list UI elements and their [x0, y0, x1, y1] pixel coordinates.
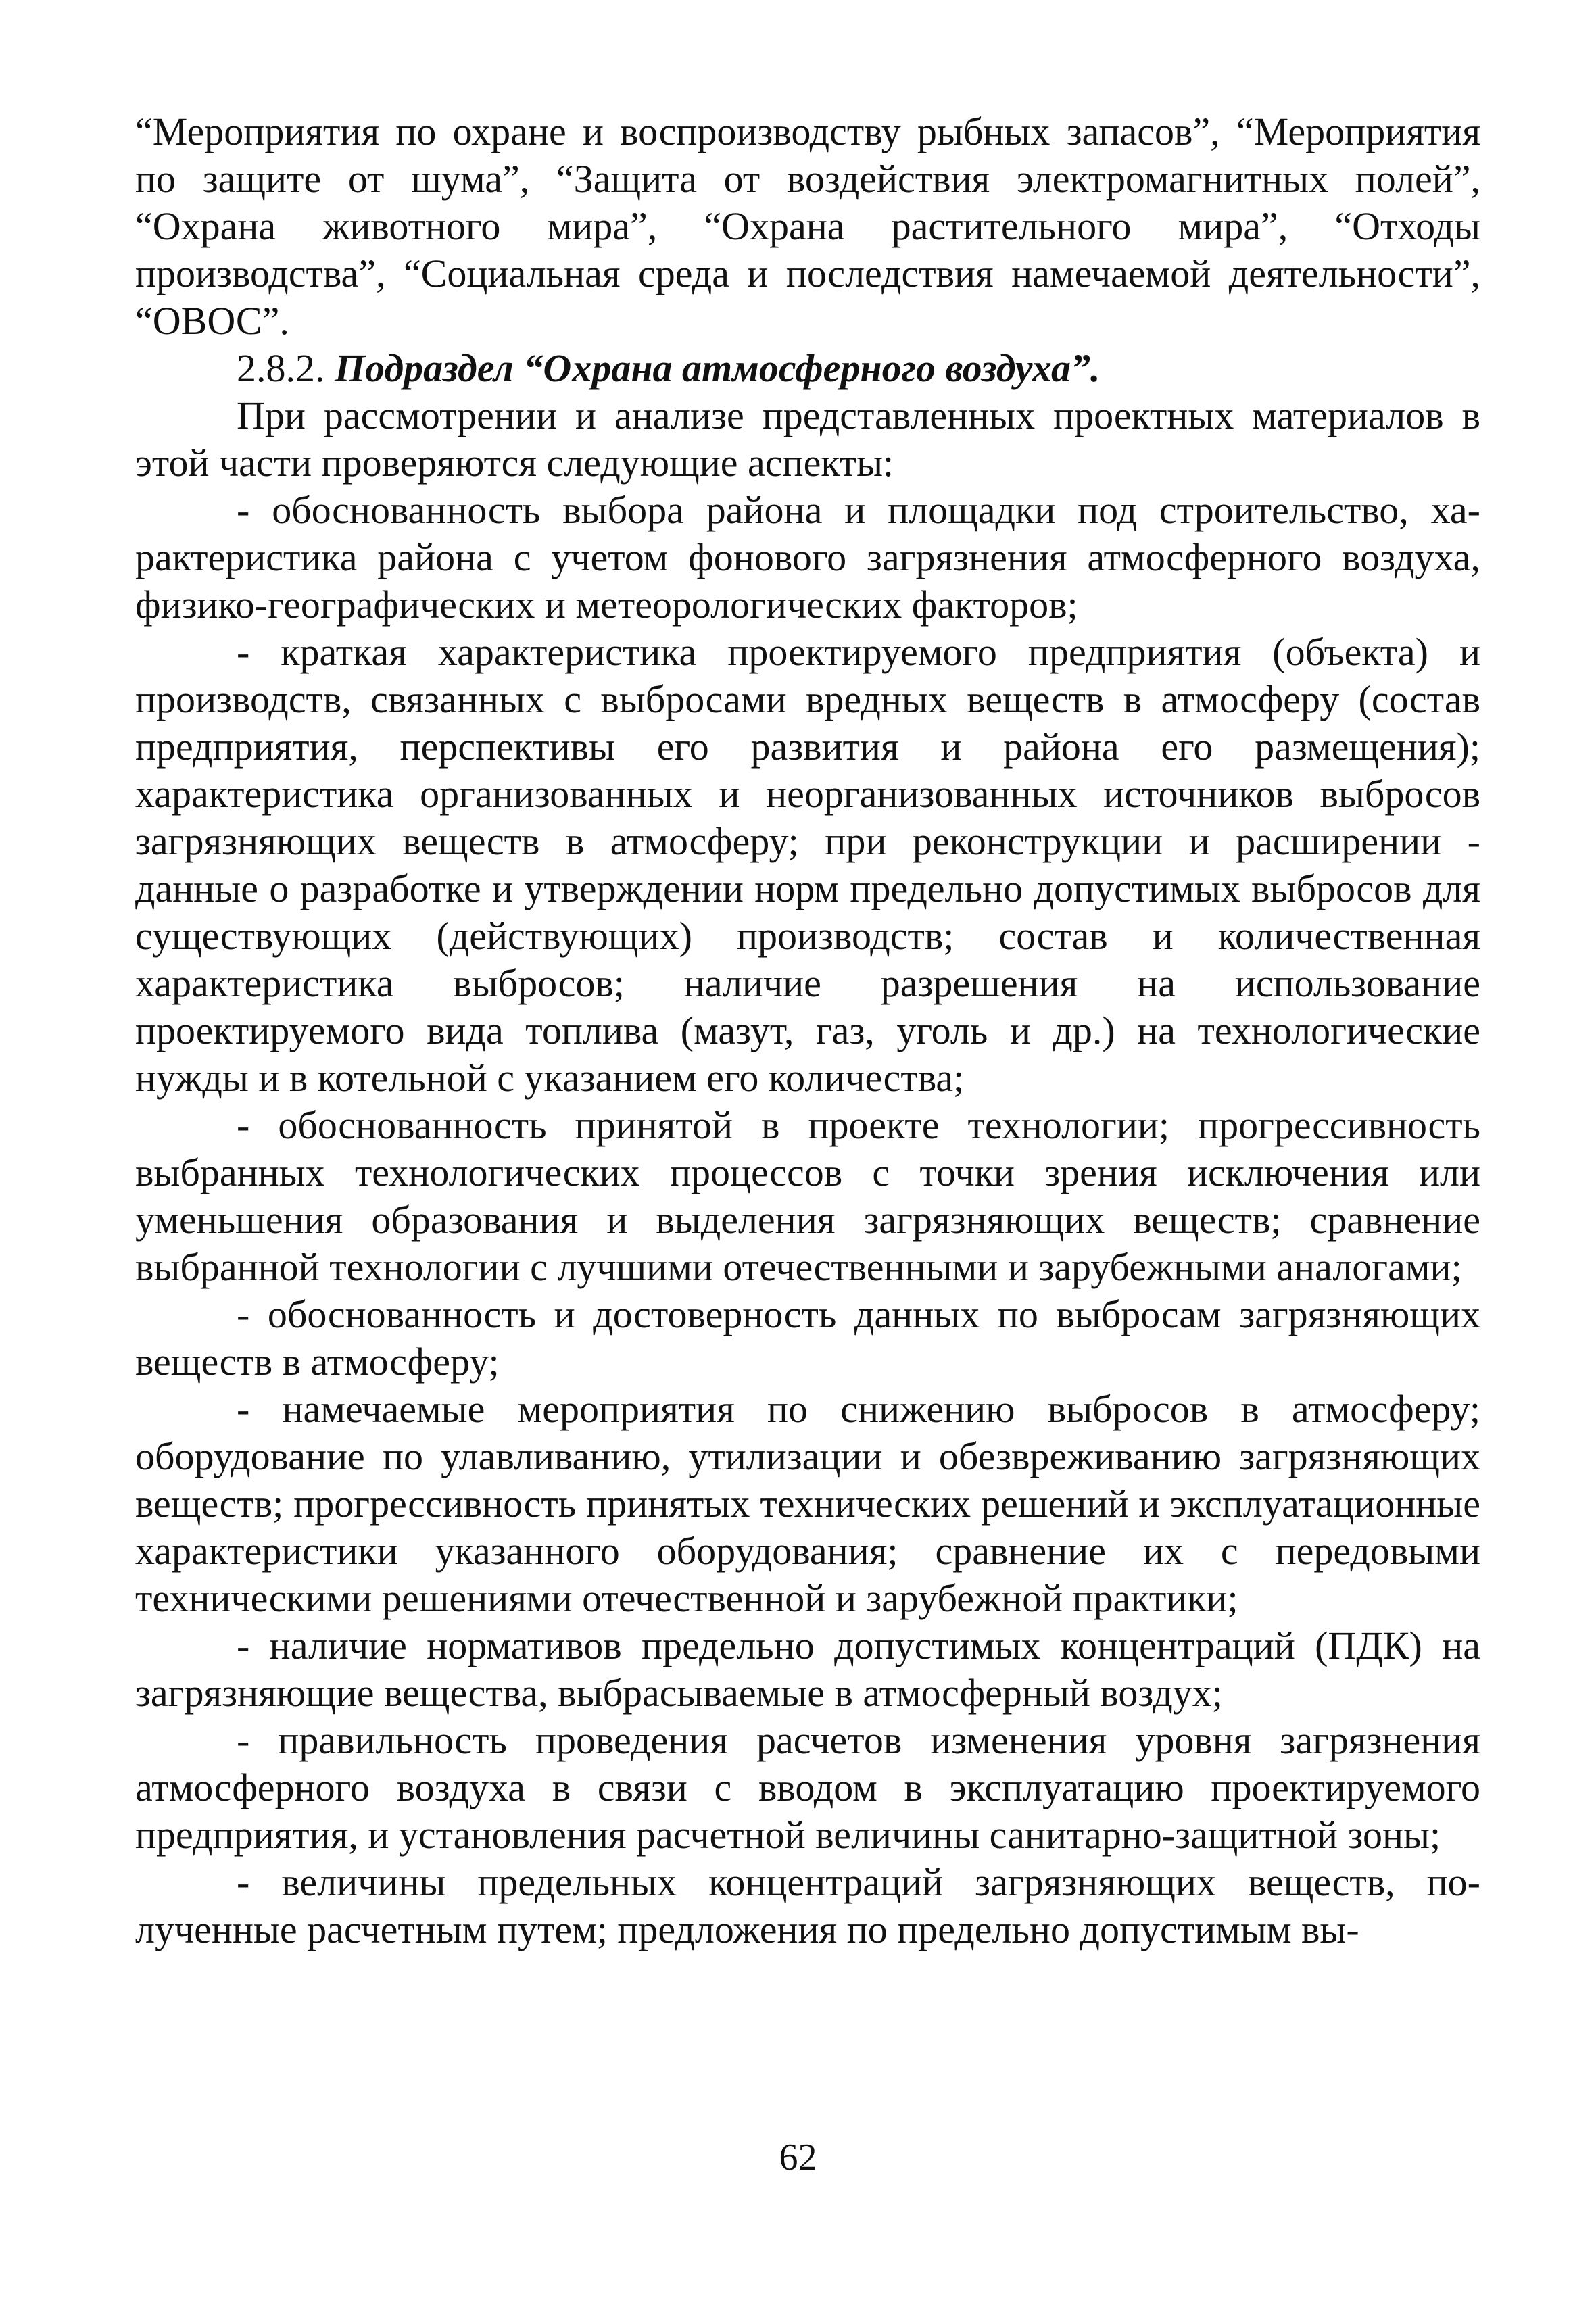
section-number: 2.8.2. [237, 346, 325, 390]
section-heading [135, 345, 1480, 392]
page-number: 62 [779, 2137, 817, 2178]
list-item: - правильность проведения расчетов изменения уровня загрязнения атмосферного воздуха в связи с вводом в эксплуатацию проектируемого предприятия, и установления расчетной величины санитарно-защитной зоны; [135, 1718, 1480, 1857]
list-item: - обоснованность и достоверность данных по выбросам загрязняющих веществ в атмосферу; [135, 1292, 1480, 1384]
list-item: - обоснованность выбора района и площадки под строительство, характеристика района с учетом фонового загрязнения атмосферного воздуха, физико-географических и метеорологических факторов; [135, 488, 1480, 627]
list-item: - краткая характеристика проектируемого предприятия (объекта) и производств, связанных с выбросами вредных веществ в атмосферу (состав предприятия, перспективы его развития и района его размещения); характеристика организованных и неорганизованных источников выбросов загрязняющих веществ в атмосферу; при реконструкции и расширении - данные о разработке и утверждении норм предельно допустимых выбросов для существующих (действующих) производств; состав и количественная характеристика выбросов; наличие разрешения на использование проектируемого вида топлива (мазут, газ, уголь и др.) на технологические нужды и в котельной с указанием его количества; [135, 630, 1480, 1100]
list-item: - обоснованность принятой в проекте технологии; прогрессивность выбранных технологических процессов с точки зрения исключения или уменьшения образования и выделения загрязняющих веществ; сравнение выбранной технологии с лучшими отечественными и зарубежными аналогами; [135, 1103, 1480, 1289]
list-item: - намечаемые мероприятия по снижению выбросов в атмосферу; оборудование по улавливанию, утилизации и обезвреживанию загрязняющих веществ; прогрессивность принятых технических решений и эксплуатационные характеристики указанного оборудования; сравнение их с передовыми техническими решениями отечественной и зарубежной практики; [135, 1387, 1480, 1620]
list-item: - величины предельных концентраций загрязняющих веществ, полученные расчетным путем; предложения по предельно допустимым вы- [135, 1860, 1480, 1951]
paragraph-intro: При рассмотрении и анализе представленных проектных материалов в этой части проверяются следующие аспекты: [135, 393, 1480, 485]
list-item: - наличие нормативов предельно допустимых концентраций (ПДК) на загрязняющие вещества, выбрасываемые в атмосферный воздух; [135, 1624, 1480, 1715]
paragraph-continuation: “Мероприятия по охране и воспроизводству рыбных запасов”, “Мероприятия по защите от шума”, “Защита от воздействия электромагнитных полей”, “Охрана животного мира”, “Охрана растительного мира”, “Отходы производства”, “Социальная среда и последствия намечаемой деятельности”, “ОВОС”. [135, 109, 1480, 343]
section-title: Подраздел “Охрана атмосферного воздуха”. [335, 346, 1101, 390]
document-page [135, 108, 1480, 1953]
